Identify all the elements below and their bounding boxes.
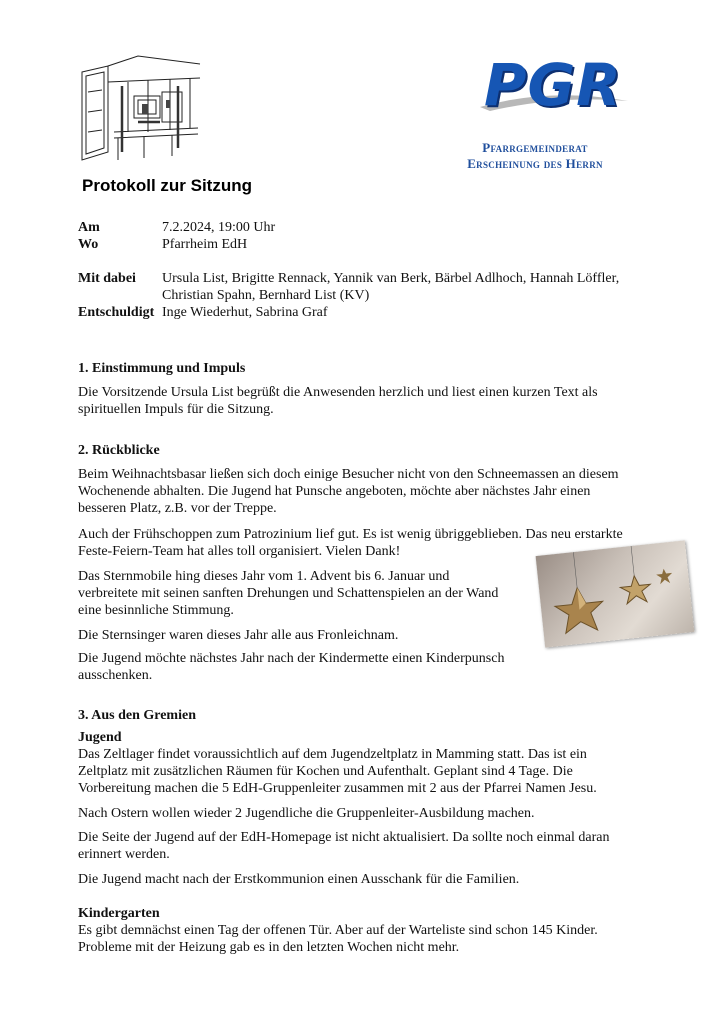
s1-line-2: spirituellen Impuls für die Sitzung.: [78, 402, 274, 417]
org-line-2: Erscheinung des Herrn: [467, 156, 603, 171]
jugend-p1-line-1: Das Zeltlager findet voraussichtlich auf dem Jugendzeltplatz in Mamming statt. Das ist ein: [78, 747, 587, 762]
jugend-p3-line-1: Die Seite der Jugend auf der EdH-Homepage ist nicht aktualisiert. Da sollte noch einmal daran: [78, 830, 610, 845]
kiga-line-2: Probleme mit der Heizung gab es in den letzten Wochen nicht mehr.: [78, 940, 460, 955]
kiga-line-1: Es gibt demnächst einen Tag der offenen Tür. Aber auf der Warteliste sind schon 145 Kinder.: [78, 923, 598, 938]
pgr-logo: [470, 51, 630, 125]
attendees-line-1: Ursula List, Brigitte Rennack, Yannik van Berk, Bärbel Adlhoch, Hannah Löffler,: [162, 271, 620, 286]
s2-p1-line-2: Wochenende abhalten. Die Jugend hat Punsche angeboten, möchte aber nächstes Jahr einen: [78, 484, 591, 499]
section-3-heading: 3. Aus den Gremien: [78, 708, 196, 723]
wo-label: Wo: [78, 237, 99, 252]
jugend-p1-line-2: Zeltplatz mit zusätzlichen Räumen für Kochen und Aufenthalt. Geplant sind 4 Tage. Die: [78, 764, 573, 779]
s2-p4: Die Sternsinger waren dieses Jahr alle aus Fronleichnam.: [78, 628, 399, 643]
logo-text: PGR: [484, 51, 622, 119]
organization-name: [440, 140, 630, 172]
jugend-p2: Nach Ostern wollen wieder 2 Jugendliche die Gruppenleiter-Ausbildung machen.: [78, 806, 535, 821]
am-label: Am: [78, 220, 100, 235]
s2-p3-line-1: Das Sternmobile hing dieses Jahr vom 1. Advent bis 6. Januar und: [78, 569, 450, 584]
excused-label: Entschuldigt: [78, 305, 155, 320]
star-medium-icon: [619, 574, 652, 604]
org-line-1: Pfarrgemeinderat: [482, 140, 588, 155]
jugend-heading: Jugend: [78, 730, 122, 745]
s2-p3-line-2: verbreitete mit seinen sanften Drehungen und Schattenspielen an der Wand: [78, 586, 499, 601]
page-title: Protokoll zur Sitzung: [82, 176, 252, 195]
s1-line-1: Die Vorsitzende Ursula List begrüßt die Anwesenden herzlich und liest einen kurzen Text als: [78, 385, 598, 400]
section-2-heading: 2. Rückblicke: [78, 443, 160, 458]
attendees-label: Mit dabei: [78, 271, 136, 286]
jugend-p3-line-2: erinnert werden.: [78, 847, 170, 862]
s2-p1-line-3: besseren Platz, z.B. vor der Treppe.: [78, 501, 277, 516]
jugend-p1-line-3: Vorbereitung machen die 5 EdH-Gruppenleiter zusammen mit 2 aus der Pfarrei Namen Jesu.: [78, 781, 597, 796]
church-sketch-image: [78, 52, 204, 162]
attendees-line-2: Christian Spahn, Bernhard List (KV): [162, 288, 370, 303]
s2-p3-line-3: eine besinnliche Stimmung.: [78, 603, 234, 618]
star-mobile-photo: [536, 540, 695, 647]
s2-p2-line-1: Auch der Frühschoppen zum Patrozinium lief gut. Es ist wenig übriggeblieben. Das neu erstarkte: [78, 527, 623, 542]
s2-p1-line-1: Beim Weihnachtsbasar ließen sich doch einige Besucher nicht von den Schneemassen an diesem: [78, 467, 619, 482]
section-1-heading: 1. Einstimmung und Impuls: [78, 361, 246, 376]
jugend-p4: Die Jugend macht nach der Erstkommunion einen Ausschank für die Familien.: [78, 872, 520, 887]
star-small-icon: [656, 568, 673, 585]
excused-value: Inge Wiederhut, Sabrina Graf: [162, 305, 328, 320]
s2-p2-line-2: Feste-Feiern-Team hat alles toll organisiert. Vielen Dank!: [78, 544, 401, 559]
kindergarten-heading: Kindergarten: [78, 906, 160, 921]
wo-value: Pfarrheim EdH: [162, 237, 248, 252]
am-value: 7.2.2024, 19:00 Uhr: [162, 220, 276, 235]
s2-p5-line-2: ausschenken.: [78, 668, 153, 683]
s2-p5-line-1: Die Jugend möchte nächstes Jahr nach der Kindermette einen Kinderpunsch: [78, 651, 505, 666]
